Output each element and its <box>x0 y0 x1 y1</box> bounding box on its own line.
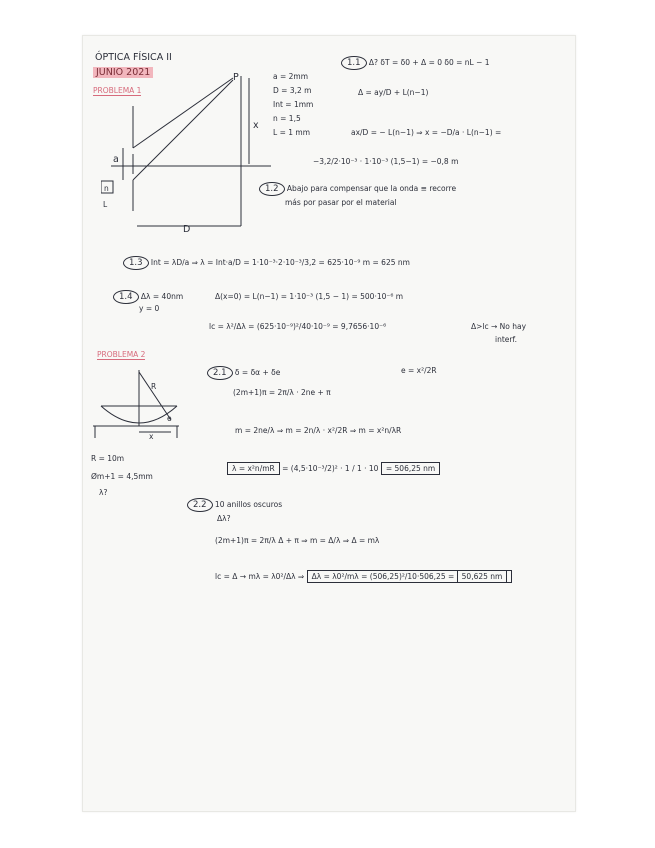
p2-given-lambda: λ? <box>99 488 108 497</box>
double-slit-diagram <box>101 66 276 236</box>
section-2-2: 2.2 10 anillos oscuros <box>187 498 282 512</box>
section-1-4-line2: lc = λ²/Δλ = (625·10⁻⁹)²/40·10⁻⁹ = 9,7656·10⁻⁶ <box>209 322 387 331</box>
section-1-1-line3: ax/D = − L(n−1) ⇒ x = −D/a · L(n−1) = <box>351 128 502 137</box>
section-2-1-side: e = x²/2R <box>401 366 437 375</box>
section-2-2-line4: lc = Δ → mλ = λ0²/Δλ ⇒ Δλ = λ0²/mλ = (506,25)²/10·506,25 = 50,625 nm <box>215 572 512 581</box>
p2-given-diameter: Øm+1 = 4,5mm <box>91 472 153 481</box>
section-2-1: 2.1 δ = δα + δe <box>207 366 280 380</box>
section-1-2: 1.2 Abajo para compensar que la onda ≡ recorre <box>259 182 456 196</box>
section-2-1-line3: m = 2ne/λ ⇒ m = 2n/λ · x²/2R ⇒ m = x²n/λR <box>235 426 402 435</box>
fig-label-d: D <box>183 224 191 235</box>
fig2-label-e: e <box>167 414 172 423</box>
section-1-2-line2: más por pasar por el material <box>285 198 397 207</box>
section-1-1-line2: Δ = ay/D + L(n−1) <box>358 88 429 97</box>
fig-label-a: a <box>113 154 119 165</box>
newton-rings-diagram <box>91 368 181 448</box>
fig-label-n: n <box>104 184 109 193</box>
p1-data-d: D = 3,2 m <box>273 86 312 95</box>
section-2-1-line4: λ = x²n/mR = (4,5·10⁻³/2)² · 1 / 1 · 10 = 506,25 nm <box>227 464 440 473</box>
p2-given-r: R = 10m <box>91 454 125 463</box>
p1-data-l: L = 1 mm <box>273 128 310 137</box>
section-1-1-line4: −3,2/2·10⁻³ · 1·10⁻³ (1,5−1) = −0,8 m <box>313 157 459 166</box>
section-1-4-note2: interf. <box>495 335 517 344</box>
p1-data-n: n = 1,5 <box>273 114 301 123</box>
section-1-4-note1: Δ>lc → No hay <box>471 322 527 331</box>
section-1-4-line1: Δ(x=0) = L(n−1) = 1·10⁻³ (1,5 − 1) = 500·10⁻⁶ m <box>215 292 404 301</box>
section-1-4-given2: y = 0 <box>139 304 160 313</box>
course-title: ÓPTICA FÍSICA II <box>95 52 172 63</box>
exam-date: JUNIO 2021 <box>93 67 153 79</box>
paper-sheet <box>82 35 576 812</box>
fig-label-l: L <box>103 200 108 209</box>
p1-data-int: Int = 1mm <box>273 100 314 109</box>
section-1-3: 1.3 Int = λD/a ⇒ λ = Int·a/D = 1·10⁻³·2·10⁻³/3,2 = 625·10⁻⁹ m = 625 nm <box>123 256 410 270</box>
section-2-1-line2: (2m+1)π = 2π/λ · 2ne + π <box>233 388 331 397</box>
section-2-2-line2: Δλ? <box>217 514 231 523</box>
problem-1-heading: PROBLEMA 1 <box>93 86 142 95</box>
fig2-label-r: R <box>151 382 157 391</box>
fig2-label-x: x <box>149 432 154 441</box>
fig-label-x: x <box>253 120 259 131</box>
fig-label-p: P <box>233 72 239 83</box>
p1-data-a: a = 2mm <box>273 72 309 81</box>
section-2-2-line3: (2m+1)π = 2π/λ Δ + π ⇒ m = Δ/λ ⇒ Δ = mλ <box>215 536 380 545</box>
section-1-1: 1.1 Δ? δT = δ0 + Δ = 0 δ0 = nL − 1 <box>341 56 490 70</box>
problem-2-heading: PROBLEMA 2 <box>97 350 146 359</box>
section-1-4: 1.4 Δλ = 40nm <box>113 290 183 304</box>
